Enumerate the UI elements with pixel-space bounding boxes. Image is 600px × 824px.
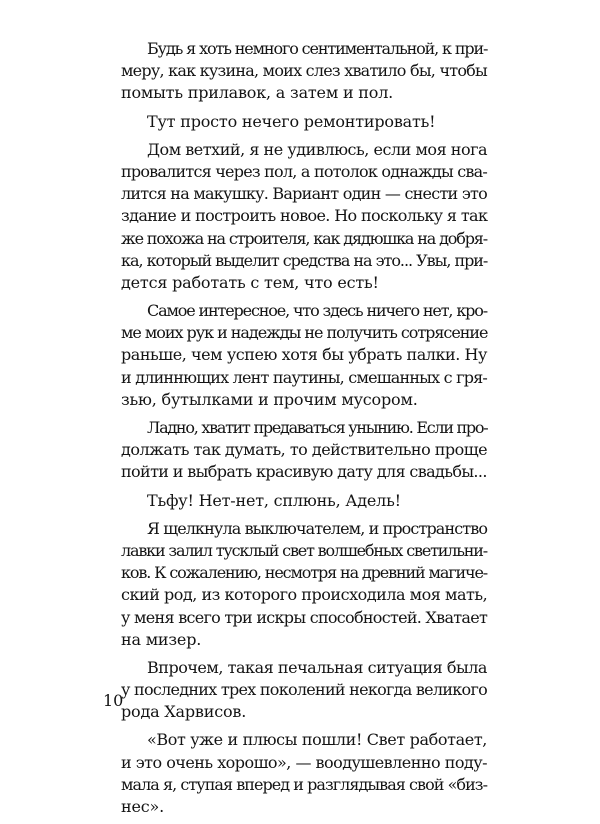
- paragraph: [121, 729, 487, 818]
- body-text: [121, 38, 487, 824]
- paragraph: [121, 300, 487, 411]
- text-line: Будь я хоть немного сентиментальной, к при-: [147, 39, 488, 58]
- text-line: лится на макушку. Вариант один — снести это: [121, 184, 487, 204]
- text-line: у меня всего три искры способностей. Хватает: [121, 607, 488, 627]
- text-line: ка, который выделит средства на это... Увы, при-: [121, 250, 488, 270]
- text-line: «Вот уже и плюсы пошли! Свет работает,: [147, 730, 487, 750]
- text-line: лавки залил тусклый свет волшебных светильни-: [121, 540, 487, 560]
- text-line: провалится через пол, а потолок однажды сва-: [121, 161, 487, 181]
- text-line: Я щелкнула выключателем, и пространство: [147, 518, 488, 538]
- text-line: здание и построить новое. Но поскольку я так: [121, 206, 488, 226]
- paragraph: [121, 111, 487, 133]
- text-line: Впрочем, такая печальная ситуация была: [147, 657, 487, 677]
- text-line: должать так думать, то действительно проще: [121, 440, 488, 460]
- text-line: Дом ветхий, я не удивлюсь, если моя нога: [147, 139, 488, 159]
- text-line: ский род, из которого происходила моя мать,: [121, 585, 488, 605]
- text-line: на мизер.: [121, 629, 202, 649]
- text-line: рода Харвисов.: [121, 702, 247, 722]
- text-line: раньше, чем успею хотя бы убрать палки. Ну: [121, 345, 487, 365]
- text-line: пойти и выбрать красивую дату для свадьбы...: [121, 462, 487, 482]
- text-line: Ладно, хватит предаваться унынию. Если про-: [147, 418, 488, 437]
- paragraph: [121, 657, 487, 724]
- text-line: Тут просто нечего ремонтировать!: [147, 111, 436, 131]
- text-line: меру, как кузина, моих слез хватило бы, чтобы: [121, 61, 487, 81]
- text-line: же похожа на строителя, как дядюшка на добря-: [121, 228, 487, 248]
- text-line: Тьфу! Нет-нет, сплюнь, Адель!: [147, 490, 401, 510]
- text-line: зью, бутылками и прочим мусором.: [121, 389, 418, 409]
- paragraph: [121, 139, 487, 294]
- text-line: нес».: [121, 797, 164, 816]
- text-line: ков. К сожалению, несмотря на древний магиче-: [121, 563, 488, 583]
- paragraph: [121, 518, 487, 651]
- paragraph: [121, 38, 487, 105]
- text-line: у последних трех поколений некогда великого: [121, 680, 487, 700]
- text-line: дется работать с тем, что есть!: [121, 272, 379, 292]
- paragraph: [121, 417, 487, 484]
- text-line: и длиннющих лент паутины, смешанных с гря-: [121, 367, 487, 387]
- text-line: мала я, ступая вперед и разглядывая свой «биз-: [121, 774, 488, 794]
- text-line: Самое интересное, что здесь ничего нет, кро-: [147, 301, 487, 321]
- text-line: и это очень хорошо», — воодушевленно поду-: [121, 752, 487, 772]
- text-line: ме моих рук и надежды не получить сотрясение: [121, 323, 488, 343]
- page-number: 10: [103, 691, 124, 710]
- text-line: помыть прилавок, а затем и пол.: [121, 83, 394, 103]
- paragraph: [121, 490, 487, 512]
